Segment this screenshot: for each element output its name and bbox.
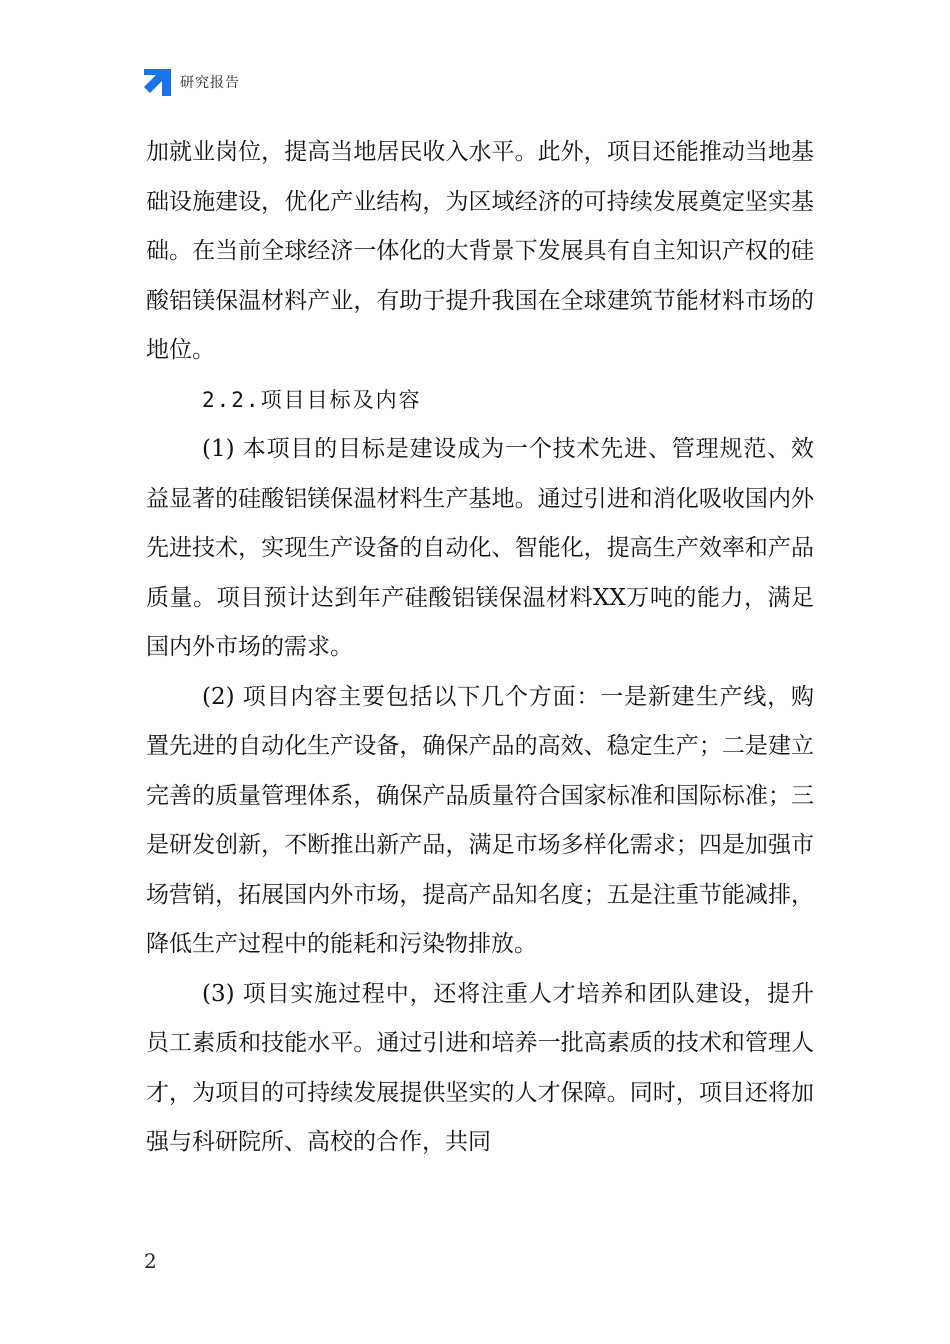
section-heading: 2.2.项目目标及内容 [202, 387, 422, 412]
arrow-up-right-logo-icon [144, 69, 171, 96]
document-body [146, 128, 814, 1168]
page-header [144, 68, 240, 96]
paragraph-continuation: 加就业岗位，提高当地居民收入水平。此外，项目还能推动当地基础设施建设，优化产业结构，为区域经济的可持续发展奠定坚实基础。在当前全球经济一体化的大背景下发展具有自主知识产权的硅酸铝镁保温材料产业，有助于提升我国在全球建筑节能材料市场的地位。 [146, 139, 814, 363]
header-label: 研究报告 [180, 75, 240, 91]
page-number: 2 [144, 1249, 157, 1273]
paragraph-content: (2) 项目内容主要包括以下几个方面：一是新建生产线，购置先进的自动化生产设备，确保产品的高效、稳定生产；二是建立完善的质量管理体系，确保产品质量符合国家标准和国际标准；三是研发创新，不断推出新产品，满足市场多样化需求；四是加强市场营销，拓展国内外市场，提高产品知名度；五是注重节能减排，降低生产过程中的能耗和污染物排放。 [146, 683, 814, 957]
paragraph-goal: (1) 本项目的目标是建设成为一个技术先进、管理规范、效益显著的硅酸铝镁保温材料生产基地。通过引进和消化吸收国内外先进技术，实现生产设备的自动化、智能化，提高生产效率和产品质量。项目预计达到年产硅酸铝镁保温材料XX万吨的能力，满足国内外市场的需求。 [146, 436, 814, 660]
paragraph-talent: (3) 项目实施过程中，还将注重人才培养和团队建设，提升员工素质和技能水平。通过引进和培养一批高素质的技术和管理人才，为项目的可持续发展提供坚实的人才保障。同时，项目还将加强与科研院所、高校的合作，共同 [146, 980, 814, 1155]
